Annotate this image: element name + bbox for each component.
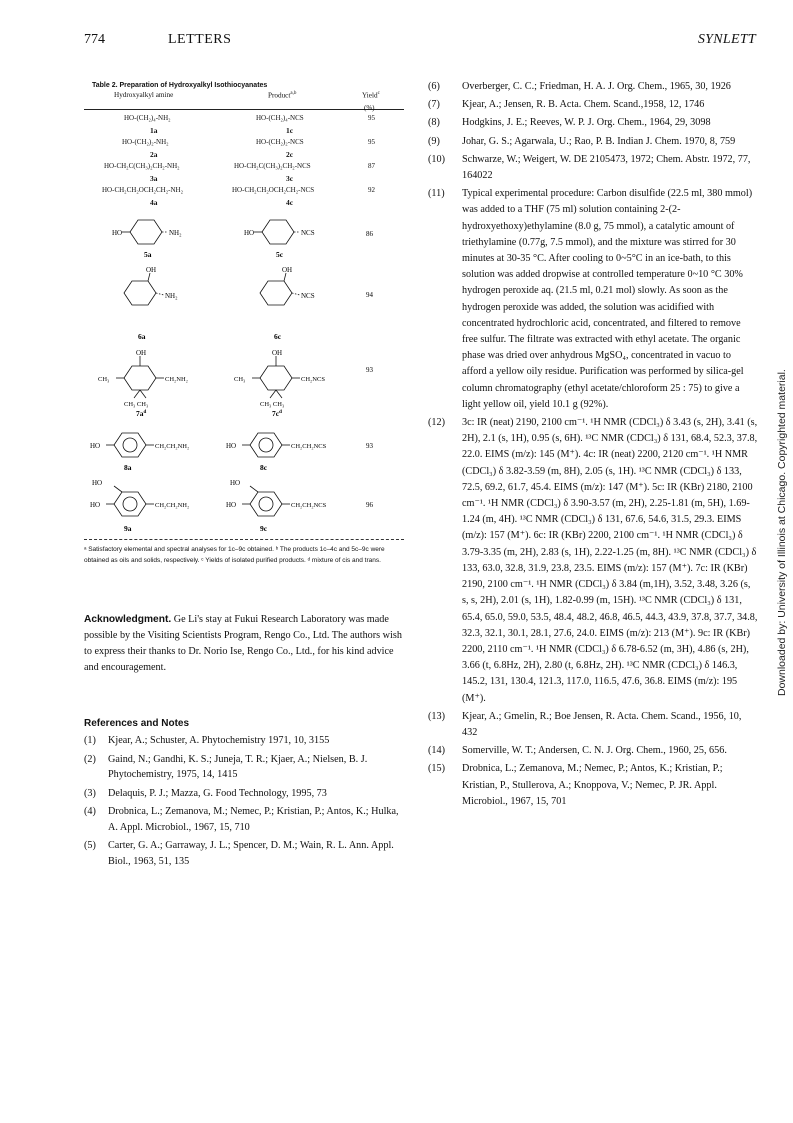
reference-item: (3) Delaquis, P. J.; Mazza, G. Food Technology, 1995, 73 [84, 787, 327, 799]
references-title: References and Notes [84, 718, 190, 729]
svg-text:OH: OH [136, 349, 147, 357]
spectral-data: (12) 3c: IR (neat) 2190, 2100 cm⁻¹. ¹H NMR (CDCl₃) δ 3.43 (s, 2H), 3.41 (s, 2H), 2.1 (s, 1H), 0.95 (s, 6H). ¹³C NMR (CDCl₃) δ 131, 68.4, 52.3, 37.8, 22.0. EIMS (m/z): 145 (M⁺). 4c: IR (neat) 2200, 2120 cm⁻¹. ¹H NMR (CDCl₃) δ 3.82-3.59 (m, 8H), 2.05 (s, 1H). ¹³C NMR (CDCl₃) δ 133, 72.5, 69.2, 61.7, 45.4. EIMS (m/z): 147 (M⁺). 5c: IR (KBr) 2180, 2100 cm⁻¹. ¹H NMR (CDCl₃) δ 3.90-3.57 (m, 2H), 2.25-1.81 (m, 5H), 1.69-1.24 (m, 4H). ¹³C NMR (CDCl₃) δ 131, 67.6, 54.6, 31.5, 29.3. EIMS (m/z): 157 (M⁺). 6c: IR (KBr) 2200, 2100 cm⁻¹. ¹H NMR (CDCl₃) δ 3.79-3.35 (m, 2H), 2.83 (s, 1H), 2.22-1.25 (m, 8H). ¹³C NMR (CDCl₃) δ 133, 63.0, 32.8, 31.9, 23.8, 23.5. EIMS (m/z): 157 (M⁺). 7c: IR (KBr) 2190, 2100 cm⁻¹. ¹H NMR (CDCl₃) δ 3.84 (m,1H), 3.52, 3.48, 3.26 (s, s, s, 2H), 2.01 (s, 1H), 1.82-0.99 (m, 15H). ¹³C NMR (CDCl₃) δ 131, 65.4, 65.0, 59.0, 53.5, 48.4, 48.2, 46.8, 46.5, 44.3, 43.9, 37.8, 37.7, 34.8, 32.3, 32.1, 30.1, 28.1, 27.6, 24.0. EIMS (m/z): 213 (M⁺). 9c: IR (KBr) 2200, 2110 cm⁻¹. ¹H NMR (CDCl₃) δ 6.78-6.52 (m, 3H), 4.86 (s, 2H), 3.66 (t, 6.8Hz, 2H), 2.80 (t, 6.8Hz, 2H). ¹³C NMR (CDCl₃) δ 146.3, 145.2, 131, 130.4, 121.3, 117.0, 116.5, 47.6, 36.8. EIMS (m/z): 195 (M⁺). [428, 417, 758, 704]
reference-item: (8) Hodgkins, J. E.; Reeves, W. P. J. Org. Chem., 1964, 29, 3098 [428, 117, 711, 129]
experimental-procedure: (11) Typical experimental procedure: Carbon disulfide (22.5 ml, 380 mmol) was added to a THF (75 ml) solution containing 2-(2-hydroxyethoxy)ethylamine (8.0 g, 75 mmol), a catalytic amount of triethylamine (0.77g, 7.5 mmol), and the mixture was stirred for 30 minutes at 30-35 °C. After cooling to 0~5°C in an ice-bath, to this solution was added dropwise at controlled temperature 0~10 °C 30% hydrogen peroxide aq. (21.5 ml, 0.21 mol) slowly. As soon as the hydrogen peroxide was added, the solution was acidified with concentrated hydrochloric acid, concentrated, and filtered to remove free sulfur. The filtrate was extracted with ethyl acetate. The organic phase was dried over anhydrous MgSO₄, concentrated in vacuo to afford a yellow oily residue. Purification was performed by silica-gel column chromatography (ethyl acetate/chloroform 25 : 75) to give a light yellow oil, yield 10.1 g (92%). [428, 188, 753, 410]
product-group: NCS [301, 229, 315, 237]
svg-text:7cd: $7c^d$ [272, 409, 282, 418]
svg-text:NCS: NCS [301, 292, 315, 300]
structure-row-7 [84, 348, 404, 424]
compound-label: 1c [286, 126, 294, 135]
reference-item: (14) Somerville, W. T.; Andersen, C. N. J. Org. Chem., 1960, 25, 656. [428, 745, 727, 757]
reference-item: (1) Kjear, A.; Schuster, A. Phytochemistry 1971, 10, 3155 [84, 735, 330, 746]
table-row: HO-CH₂CH₂OCH₂CH₂-NH₂ HO-CH₂CH₂OCH₂CH₂-NCS 92 [102, 186, 375, 194]
svg-text:HO: HO [92, 479, 103, 487]
svg-text:CH₃ CH₃: CH₃ CH₃ [124, 401, 149, 408]
reference-item: (4) Drobnica, L.; Zemanova, M.; Nemec, P.; Kristian, P.; Antos, K.; Hulka, A. Appl. Microbiol., 1967, 15, 710 [84, 806, 399, 833]
svg-text:8c: 8c [260, 463, 268, 472]
svg-text:94: 94 [366, 291, 373, 299]
yield-unit: (%) [364, 104, 375, 112]
structure-row-8 [84, 429, 404, 473]
acknowledgment: Acknowledgment. Ge Li's stay at Fukui Research Laboratory was made possible by the Visiting Scientists Program, Rengo Co., Ltd. The authors wish to express their thanks to Dr. Norio Ise, Rengo Co., Ltd., for his kind advice and encouragement. [84, 614, 402, 673]
reference-item: (15) Drobnica, L.; Zemanova, M.; Nemec, P.; Antos, K.; Kristian, P.; Kristian, P., Stullerova, A.; Knoppova, V.; Nemec, P. JR. Appl. Microbiol., 1967, 15, 701 [428, 763, 723, 807]
svg-text:7ad: $7a^d$ [136, 409, 147, 418]
section-title: LETTERS [168, 32, 232, 47]
svg-text:HO: HO [230, 479, 241, 487]
svg-text:6a: 6a [138, 332, 146, 341]
svg-text:HO: HO [112, 229, 123, 237]
col-product: Product$^{a,b}$ [268, 91, 297, 100]
compound-label: 1a [150, 126, 158, 135]
svg-text:CH₂NCS: CH₂NCS [301, 376, 325, 383]
download-watermark: Downloaded by: University of Illinois at Chicago. Copyrighted material. [776, 369, 788, 696]
table-header [84, 91, 404, 104]
svg-text:8a: 8a [124, 463, 132, 472]
reference-item: (13) Kjear, A.; Gmelin, R.; Boe Jensen, R. Acta. Chem. Scand., 1956, 10, 432 [428, 710, 742, 738]
structure-row-6 [84, 265, 404, 343]
amine-group: NH₂ [169, 229, 182, 237]
table-row: HO-CH₂C(CH₃)₂CH₂-NH₂ HO-CH₂C(CH₃)₂CH₂-NCS 87 [104, 162, 375, 170]
svg-text:CH₂CH₂NH₂: CH₂CH₂NH₂ [155, 502, 190, 509]
reference-item: (5) Carter, G. A.; Garraway, J. L.; Spencer, D. M.; Wain, R. L. Ann. Appl. Biol., 1963, 51, 135 [84, 840, 394, 867]
compound-label: 2a [150, 150, 158, 159]
svg-text:HO: HO [226, 501, 237, 509]
table-row: HO-(CH₂)₄-NH₂ HO-(CH₂)₄-NCS 95 [124, 114, 375, 122]
svg-text:93: 93 [366, 442, 373, 450]
svg-text:OH: OH [146, 266, 157, 274]
table-bottom-rule [84, 539, 404, 540]
compound-label: 3c [286, 174, 294, 183]
compound-label: 3a [150, 174, 158, 183]
svg-text:86: 86 [366, 230, 373, 238]
svg-text:CH₃: CH₃ [98, 376, 110, 383]
page-header [0, 32, 793, 52]
compound-label: 4c [286, 198, 294, 207]
journal-name: SYNLETT [697, 32, 756, 47]
svg-text:NH₂: NH₂ [165, 292, 178, 300]
col-yield: Yield$^c$ [362, 91, 380, 100]
table-2 [84, 82, 404, 566]
svg-text:9a: 9a [124, 524, 132, 533]
svg-text:6c: 6c [274, 332, 282, 341]
reference-item: (10) Schwarze, W.; Weigert, W. DE 2105473, 1972; Chem. Abstr. 1972, 77, 164022 [428, 153, 751, 182]
svg-text:HO: HO [244, 229, 255, 237]
table-caption: Table 2. Preparation of Hydroxyalkyl Isothiocyanates [92, 82, 268, 89]
reference-item: (2) Gaind, N.; Gandhi, K. S.; Juneja, T. R.; Kjaer, A.; Nielsen, B. J. Phytochemistry, 1975, 14, 1415 [84, 753, 368, 780]
table-row: HO-(CH₂)₂-NH₂ HO-(CH₂)₂-NCS 95 [122, 138, 375, 146]
svg-text:93: 93 [366, 366, 373, 374]
svg-text:CH₂NH₂: CH₂NH₂ [165, 376, 188, 383]
svg-text:CH₂CH₂NH₂: CH₂CH₂NH₂ [155, 443, 190, 450]
structure-row-9 [84, 478, 404, 534]
svg-text:OH: OH [282, 266, 293, 274]
references-left [84, 733, 404, 869]
svg-text:9c: 9c [260, 524, 268, 533]
svg-text:5c: 5c [276, 250, 284, 259]
structure-row-5 [84, 210, 404, 260]
svg-text:5a: 5a [144, 250, 152, 259]
reference-item: (6) Overberger, C. C.; Friedman, H. A. J. Org. Chem., 1965, 30, 1926 [428, 81, 731, 92]
reference-item: (9) Johar, G. S.; Agarwala, U.; Rao, P. B. Indian J. Chem. 1970, 8, 759 [428, 135, 736, 147]
svg-text:CH₂CH₂NCS: CH₂CH₂NCS [291, 443, 327, 450]
svg-text:CH₃ CH₃: CH₃ CH₃ [260, 401, 285, 408]
svg-text:CH₂CH₂NCS: CH₂CH₂NCS [291, 502, 327, 509]
left-column [84, 82, 404, 872]
svg-text:CH₃: CH₃ [234, 376, 246, 383]
svg-text:96: 96 [366, 501, 373, 509]
svg-text:HO: HO [90, 442, 101, 450]
table-footnote: ᵃ Satisfactory elemental and spectral analyses for 1c–9c obtained. ᵇ The products 1c–4c and 5c–9c were obtained as oils and solids, respectively. ᶜ Yields of isolated purified products. ᵈ mixture of cis and trans. [84, 546, 385, 564]
svg-text:HO: HO [90, 501, 101, 509]
reference-item: (7) Kjear, A.; Jensen, R. B. Acta. Chem. Scand.,1958, 12, 1746 [428, 99, 705, 111]
compound-label: 4a [150, 198, 158, 207]
page-number: 774 [84, 32, 105, 47]
col-amine: Hydroxyalkyl amine [114, 91, 174, 99]
svg-text:OH: OH [272, 349, 283, 357]
compound-label: 2c [286, 150, 294, 159]
svg-text:HO: HO [226, 442, 237, 450]
right-column [428, 79, 758, 812]
